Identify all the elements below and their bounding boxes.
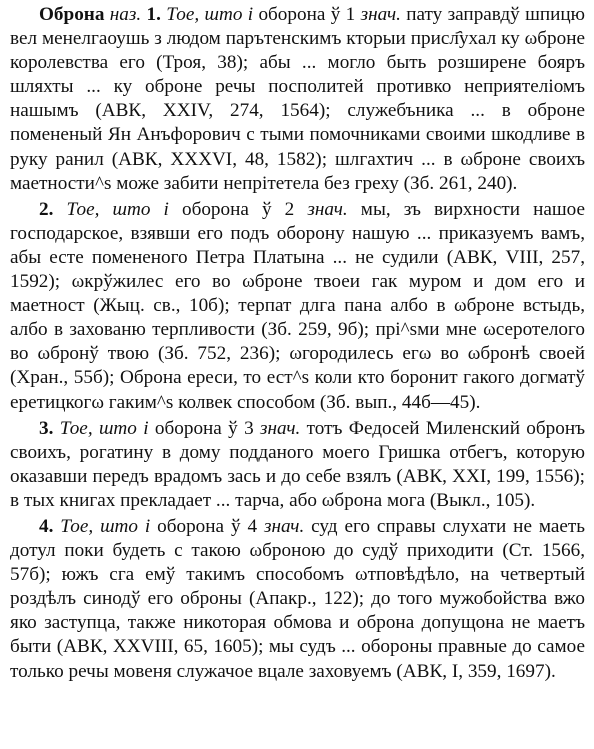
sense-number: 3. (39, 417, 54, 439)
cross-reference: оборона ў 3 (154, 417, 254, 439)
meaning-label: знач. (307, 198, 348, 220)
citations: мы, зъ вирхности нашое господарское, взявши его подъ оборону нашую ... приказуемъ вамъ, абы есте помененого Петра Платына ... не судили (АВК, VIII, 257, 1592); ωкрўжилес его во ωброне твоеи гак муром и дом его и маетност (Жыц. св., 10б); терпат длга пана албо в ωброне встыдь, албо в захованю терпливости (Зб. 259, 9б); прі^sми мне ωсеротелого во ωбронў твою (Зб. 752, 236); ωгородилесь егω во ωбронѣ своей (Хран., 55б); Оброна ереси, то ест^s коли кто боронит гакого догматў еретицкогω гаким^s колвек способом (Зб. вып., 44б—45). (10, 198, 586, 413)
sense-2 (10, 198, 585, 415)
definition-text: Тое, што і (66, 198, 169, 220)
citations: суд его справы слухати не маеть дотул поки будеть с такою ωброною до судў приходити (Ст. 1566, 57б); южъ сга емў такимъ способомъ ωтповѣдѣло, на четвертый роздѣлъ синодў его оброны (Апакр., 122); до того мужобойства вжо яко заступца, также никоторая обмова и оброна допущона не маетъ быти (АВК, XXVIII, 65, 1605); мы судъ ... обороны правные до самое только речы мовеня служачое вцале заховуемъ (АВК, І, 359, 1697). (10, 515, 586, 682)
meaning-label: знач. (263, 515, 305, 537)
grammar-label: наз. (109, 4, 142, 25)
definition-text: Тое, што і (59, 417, 149, 439)
meaning-label: знач. (260, 417, 301, 439)
sense-4 (10, 515, 585, 684)
citations: пату заправдў шпицю вел менелгаоушь з людом парътенскимъ кторыи присл҄ухал ку ωброне королевства его (Троя, 38); абы ... могло быть розширене бояръ шляхты ... ку оброне речы посполитей противко неприятеліомъ нашымъ (АВК, XXIV, 274, 1564); служебъника ... в оброне помененый Ян Анъфорович с тыми помочниками своими шкодливе в руку ранил (АВК, XXXVI, 48, 1582); шлгахтич ... в ωброне своихъ маетности^s може забити непрітетела без греху (Зб. 261, 240). (10, 4, 586, 194)
headword: Оброна (39, 4, 105, 25)
cross-reference: оборона ў 2 (181, 198, 295, 220)
definition-text: Тое, што і (166, 4, 254, 25)
cross-reference: оборона ў 1 (258, 4, 356, 25)
definition-text: Тое, што і (60, 515, 151, 537)
sense-number: 4. (39, 515, 54, 537)
sense-1 (10, 3, 585, 196)
meaning-label: знач. (360, 4, 401, 25)
citations: тотъ Федосей Миленский обронъ своихъ, рогатину в дому подданого моего Гришка отбегъ, которую оказавши передъ врадомъ зась и до себе взялъ (АВК, XXI, 199, 1556); в тых книгах прекладает ... тарча, або ωброна мога (Выкл., 105). (10, 417, 586, 511)
sense-number: 2. (39, 198, 54, 220)
sense-number: 1. (146, 4, 161, 25)
cross-reference: оборона ў 4 (157, 515, 258, 537)
sense-3 (10, 417, 585, 513)
